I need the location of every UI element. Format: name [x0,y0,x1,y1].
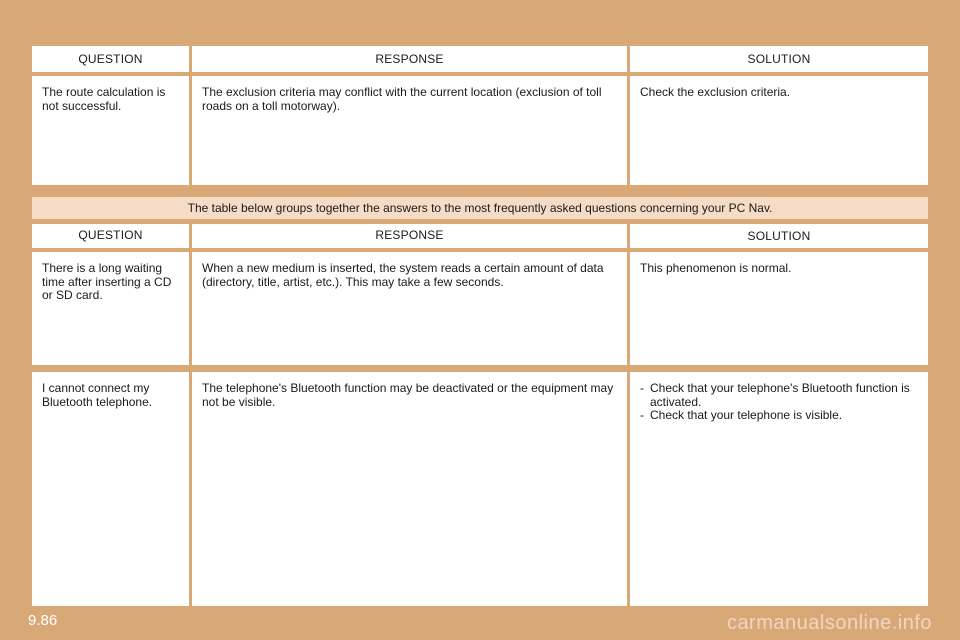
table1-row1-question: The route calculation is not successful. [32,76,189,185]
table1-header-question: QUESTION [32,46,189,72]
page-number: 9.86 [28,612,58,629]
table2-header-question: QUESTION [32,224,189,248]
table2-header-response: RESPONSE [192,224,627,248]
table2-row2-solution [630,372,928,606]
table2-row1-solution: This phenomenon is normal. [630,252,928,365]
table2-row1-response: When a new medium is inserted, the system reads a certain amount of data (directory, title, artist, etc.). This may take a few seconds. [192,252,627,365]
solution-list [640,382,918,423]
solution-item: - Check that your telephone is visible. [640,409,918,423]
intro-banner: The table below groups together the answers to the most frequently asked questions concerning your PC Nav. [32,197,928,219]
watermark: carmanualsonline.info [726,612,932,634]
table2-row2-question: I cannot connect my Bluetooth telephone. [32,372,189,606]
table1-header-response: RESPONSE [192,46,627,72]
table1-header-solution: SOLUTION [630,46,928,72]
table2-row2-response: The telephone's Bluetooth function may be deactivated or the equipment may not be visible. [192,372,627,606]
table1-row1-solution: Check the exclusion criteria. [630,76,928,185]
solution-item: - Check that your telephone's Bluetooth function is activated. [640,382,918,409]
table2-header-solution: SOLUTION [630,224,928,248]
table1-row1-response: The exclusion criteria may conflict with the current location (exclusion of toll roads on a toll motorway). [192,76,627,185]
table2-row1-question: There is a long waiting time after inserting a CD or SD card. [32,252,189,365]
